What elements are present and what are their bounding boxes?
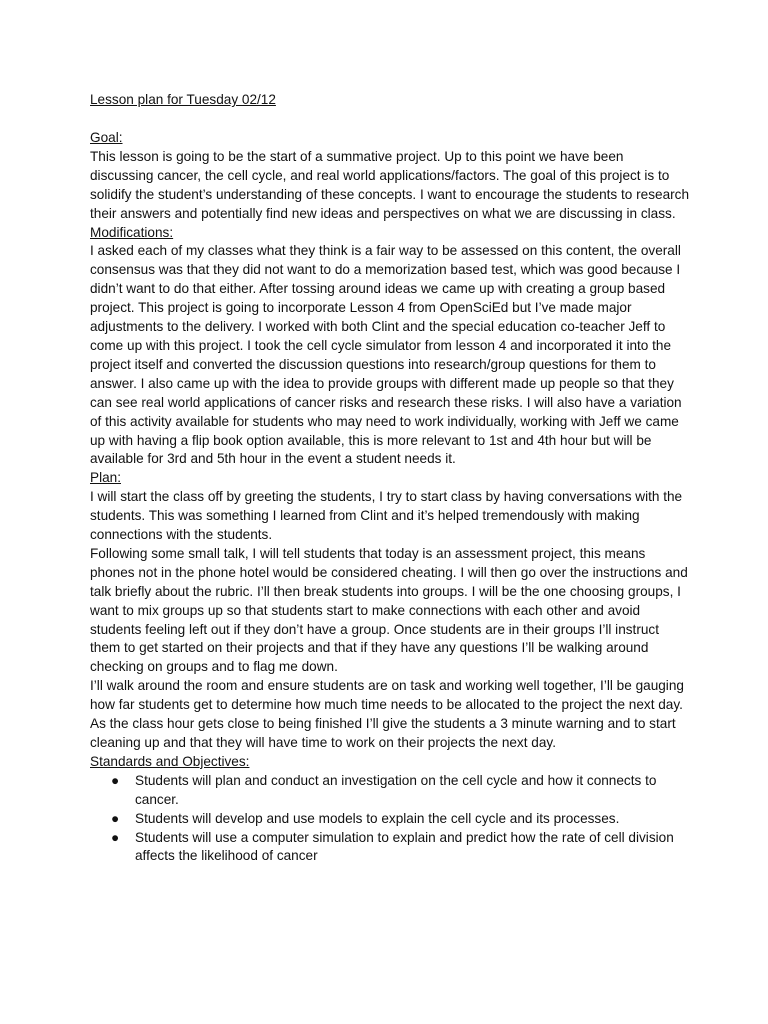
list-item (90, 810, 690, 829)
standards-heading: Standards and Objectives: (90, 753, 250, 769)
bullet-icon: ● (111, 772, 120, 788)
list-item (90, 829, 690, 867)
plan-heading: Plan: (90, 470, 121, 486)
plan-paragraph-1: I will start the class off by greeting the students, I try to start class by having conversations with the students. This was something I learned from Clint and it’s helped tremendously with making connections with the students. (90, 489, 683, 543)
goal-heading: Goal: (90, 130, 123, 145)
modifications-paragraph: I asked each of my classes what they think is a fair way to be assessed on this content, the overall consensus was that they did not want to do a memorization based test, which was good because I didn’t want to do that either. After tossing around ideas we came up with creating a group based project. This project is going to incorporate Lesson 4 from OpenSciEd but I’ve made major adjustments to the delivery. I worked with both Clint and the special education co-teacher Jeff to come up with this project. I took the cell cycle simulator from lesson 4 and incorporated it into the project itself and converted the discussion questions into research/group questions for them to answer. I also came up with the idea to provide groups with different made up people so that they can see real world applications of cancer risks and research these risks. I will also have a variation of this activity available for students who may need to work individually, working with Jeff we came up with having a flip book option available, this is more relevant to 1st and 4th hour but will be available for 3rd and 5th hour in the event a student needs it. (90, 243, 682, 467)
list-item (90, 772, 690, 810)
bullet-icon: ● (111, 829, 120, 845)
goal-paragraph: This lesson is going to be the start of a summative project. Up to this point we have been discussing cancer, the cell cycle, and real world applications/factors. The goal of this project is to solidify the student’s understanding of these concepts. I want to encourage the students to research their answers and potentially find new ideas and perspectives on what we are discussing in class. (90, 148, 690, 221)
objective-text: Students will plan and conduct an investigation on the cell cycle and how it connects to cancer. (135, 772, 657, 807)
modifications-heading: Modifications: (90, 224, 174, 240)
blank-line (90, 110, 690, 129)
document-title: Lesson plan for Tuesday 02/12 (90, 92, 276, 107)
objective-text: Students will use a computer simulation to explain and predict how the rate of cell division affects the likelihood of cancer (135, 829, 674, 864)
plan-paragraph-3: I’ll walk around the room and ensure students are on task and working well together, I’ll be gauging how far students get to determine how much time needs to be allocated to the project the next day. As the class hour gets close to being finished I’ll give the students a 3 minute warning and to start cleaning up and that they will have time to work on their projects the next day. (90, 678, 684, 750)
plan-paragraph-2: Following some small talk, I will tell students that today is an assessment project, this means phones not in the phone hotel would be considered cheating. I will then go over the instructions and talk briefly about the rubric. I’ll then break students into groups. I will be the one choosing groups, I want to mix groups up so that students start to make connections with each other and avoid students feeling left out if they don’t have a group. Once students are in their groups I’ll instruct them to get started on their projects and that if they have any questions I’ll be walking around checking on groups and to flag me down. (90, 545, 688, 675)
document-page (90, 91, 690, 866)
objectives-list (90, 772, 690, 867)
objective-text: Students will develop and use models to explain the cell cycle and its processes. (135, 810, 620, 826)
bullet-icon: ● (111, 810, 120, 826)
